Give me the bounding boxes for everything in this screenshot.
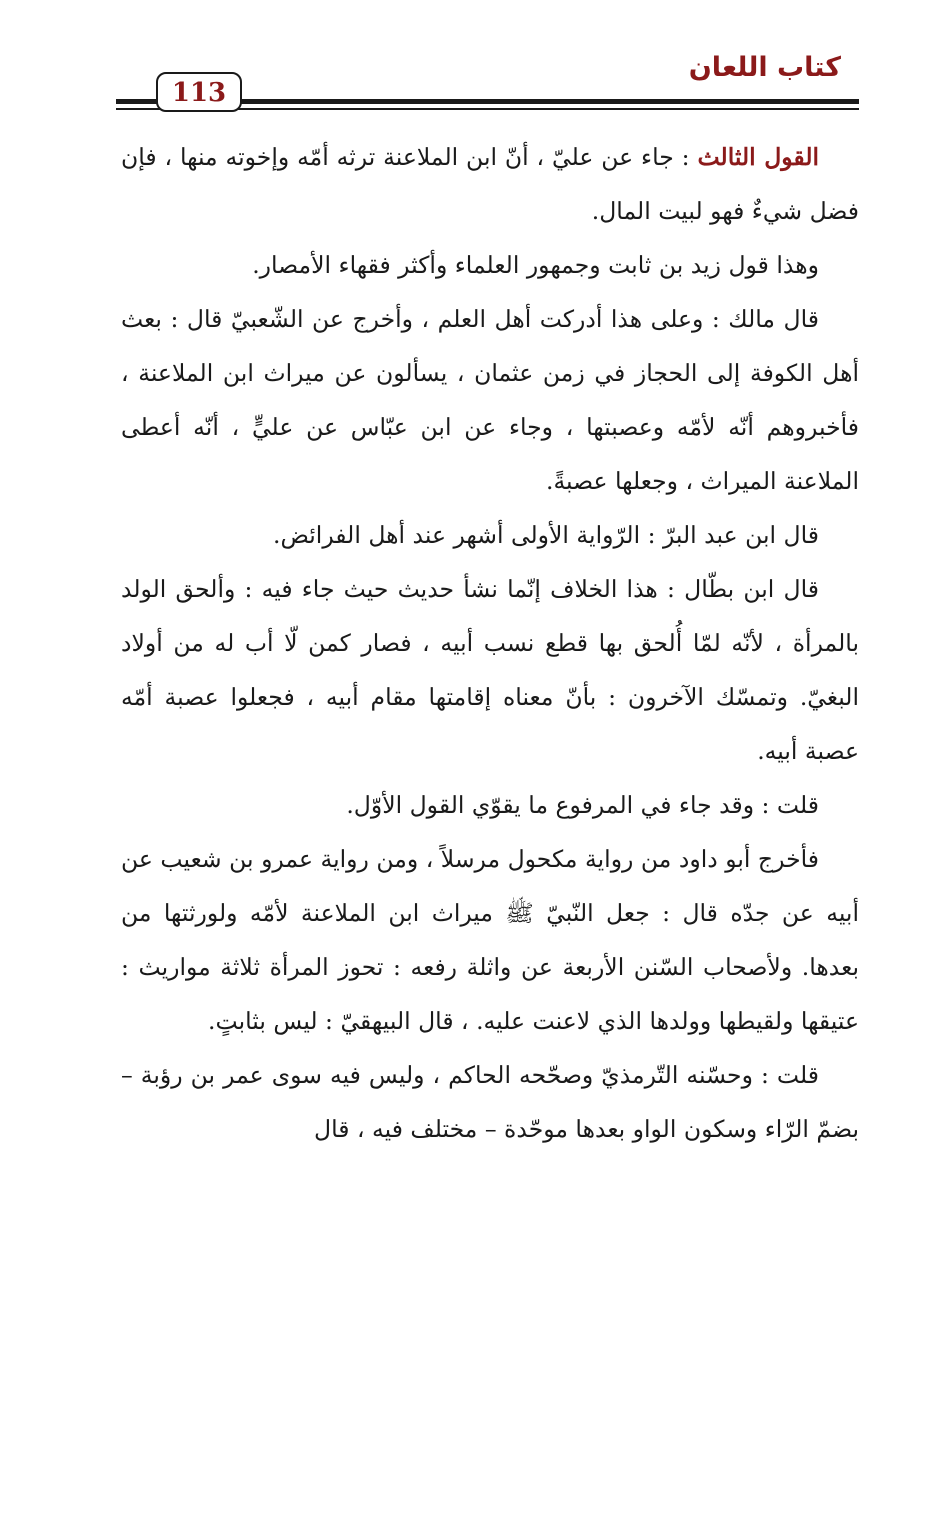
chapter-title: كتاب اللعان	[688, 52, 841, 83]
paragraph-1-text: : جاء عن عليّ ، أنّ ابن الملاعنة ترثه أمّه وإخوته منها ، فإن فضل شيءٌ فهو لبيت المال.	[121, 143, 859, 225]
page-body	[121, 130, 859, 1156]
paragraph-1-highlight: القول الثالث	[697, 143, 820, 171]
page-number-badge: 113	[156, 72, 242, 112]
paragraph-8: قلت : وحسّنه التّرمذيّ وصحّحه الحاكم ، وليس فيه سوى عمر بن رؤبة – بضمّ الرّاء وسكون الواو بعدها موحّدة – مختلف فيه ، قال	[121, 1061, 859, 1143]
paragraph-5: قال ابن بطّال : هذا الخلاف إنّما نشأ حديث حيث جاء فيه : وألحق الولد بالمرأة ، لأنّه لمّا أُلحق بها قطع نسب أبيه ، فصار كمن لّا أب له من أولاد البغيّ. وتمسّك الآخرون : بأنّ معناه إقامتها مقام أبيه ، فجعلوا عصبة أمّه عصبة أبيه.	[121, 575, 859, 765]
paragraph-2: وهذا قول زيد بن ثابت وجمهور العلماء وأكثر فقهاء الأمصار.	[252, 251, 819, 279]
page-header	[0, 0, 945, 130]
paragraph-4: قال ابن عبد البرّ : الرّواية الأولى أشهر عند أهل الفرائض.	[273, 521, 819, 549]
paragraph-6: قلت : وقد جاء في المرفوع ما يقوّي القول الأوّل.	[346, 791, 819, 819]
paragraph-3: قال مالك : وعلى هذا أدركت أهل العلم ، وأخرج عن الشّعبيّ قال : بعث أهل الكوفة إلى الحجاز في زمن عثمان ، يسألون عن ميراث ابن الملاعنة ، فأخبروهم أنّه لأمّه وعصبتها ، وجاء عن ابن عبّاس عن عليٍّ ، أنّه أعطى الملاعنة الميراث ، وجعلها عصبةً.	[121, 305, 859, 495]
paragraph-1	[121, 130, 859, 238]
paragraph-7: فأخرج أبو داود من رواية مكحول مرسلاً ، ومن رواية عمرو بن شعيب عن أبيه عن جدّه قال : جعل النّبيّ ﷺ ميراث ابن الملاعنة لأمّه ولورثتها من بعدها. ولأصحاب السّنن الأربعة عن واثلة رفعه : تحوز المرأة ثلاثة مواريث : عتيقها ولقيطها وولدها الذي لاعنت عليه. ، قال البيهقيّ : ليس بثابتٍ.	[121, 845, 859, 1035]
